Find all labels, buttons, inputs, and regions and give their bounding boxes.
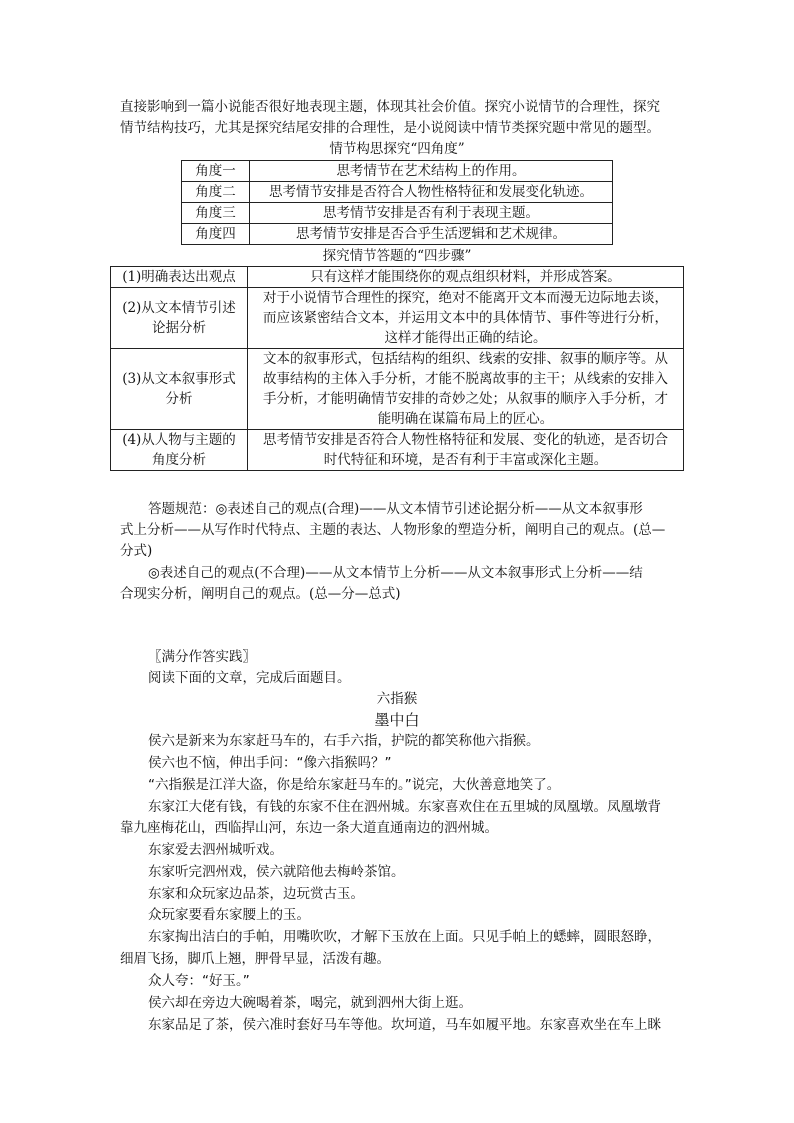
step-label-line: 分析 [165, 391, 193, 407]
table-row [111, 349, 684, 430]
table2-caption: 探究情节答题的“四步骤” [322, 248, 472, 264]
norms-line: ◎表述自己的观点(不合理)——从文本情节上分析——从文本叙事形式上分析——结 [148, 565, 643, 581]
norms-line: 答题规范：◎表述自己的观点(合理)——从文本情节引述论据分析——从文本叙事形 [148, 501, 643, 517]
story-line: 众人夸：“好玉。” [148, 973, 250, 989]
story-line: 侯六是新来为东家赶马车的，右手六指，护院的都笑称他六指猴。 [148, 733, 540, 749]
story-line: 侯六却在旁边大碗喝着茶，喝完，就到泗州大街上逛。 [148, 995, 472, 1011]
angle-label: 角度一 [182, 161, 250, 182]
story-line: 东家掏出洁白的手帕，用嘴吹吹，才解下玉放在上面。只见手帕上的蟋蟀，圆眼怒睁， [148, 929, 661, 945]
angle-table [181, 160, 613, 245]
story-line: 靠九座梅花山，西临捍山河，东边一条大道直通南边的泗州城。 [120, 820, 498, 836]
angle-label: 角度二 [182, 182, 250, 203]
table-row [182, 161, 613, 182]
story-line: 细眉飞扬，脚爪上翘，胛骨早显，活泼有趣。 [120, 951, 390, 967]
story-line: 东家江大佬有钱，有钱的东家不住在泗州城。东家喜欢住在五里城的凤凰墩。凤凰墩背 [148, 799, 661, 815]
story-title: 六指猴 [376, 691, 418, 707]
step-label-line: 角度分析 [152, 452, 206, 468]
story-line: 东家听完泗州戏，侯六就陪他去梅岭茶馆。 [148, 864, 405, 880]
step-text-line: 只有这样才能围绕你的观点组织材料，并形成答案。 [310, 269, 621, 285]
steps-table [110, 266, 684, 471]
angle-label: 角度三 [182, 203, 250, 224]
intro-line-2: 情节结构技巧，尤其是探究结尾安排的合理性，是小说阅读中情节类探究题中常见的题型。 [120, 120, 660, 136]
norms-line: 式上分析——从写作时代特点、主题的表达、人物形象的塑造分析，阐明自己的观点。(总— [120, 522, 666, 538]
norms-line: 分式) [120, 543, 153, 559]
step-text-line: 这样才能得出正确的结论。 [384, 330, 547, 346]
story-line: “六指猴是江洋大盗，你是给东家赶马车的。”说完，大伙善意地笑了。 [148, 777, 561, 793]
step-label [111, 288, 248, 349]
story-line: 众玩家要看东家腰上的玉。 [148, 907, 310, 923]
angle-text: 思考情节在艺术结构上的作用。 [250, 161, 613, 182]
step-label-line: 论据分析 [152, 320, 206, 336]
step-label-line: (3)从文本叙事形式 [122, 371, 236, 387]
step-text [248, 288, 684, 349]
story-line: 东家爱去泗州城听戏。 [148, 842, 283, 858]
table-row [111, 288, 684, 349]
step-text-line: 故事结构的主体入手分析，才能不脱离故事的主干；从线索的安排入 [263, 371, 668, 387]
table1-caption: 情节构思探究“四角度” [329, 141, 465, 157]
step-text-line: 思考情节安排是否符合人物性格特征和发展、变化的轨迹，是否切合 [263, 432, 668, 448]
step-text-line: 时代特征和环境，是否有利于丰富或深化主题。 [323, 452, 608, 468]
story-author: 墨中白 [374, 711, 420, 729]
table-row [182, 224, 613, 245]
step-label [111, 430, 248, 471]
step-label-line: (4)从人物与主题的 [122, 432, 236, 448]
step-text-line: 能明确在谋篇布局上的匠心。 [377, 411, 554, 427]
story-line: 侯六也不恼，伸出手问：“像六指猴吗？” [148, 755, 392, 771]
table-row [182, 203, 613, 224]
table-row [111, 267, 684, 288]
table-row [182, 182, 613, 203]
intro-line-1: 直接影响到一篇小说能否很好地表现主题，体现其社会价值。探究小说情节的合理性，探究 [120, 99, 660, 115]
story-line: 东家品足了茶，侯六准时套好马车等他。坎坷道，马车如履平地。东家喜欢坐在车上眯 [148, 1017, 661, 1033]
step-text-line: 文本的叙事形式，包括结构的组织、线索的安排、叙事的顺序等。从 [263, 351, 668, 367]
step-text [248, 430, 684, 471]
angle-text: 思考情节安排是否有利于表现主题。 [250, 203, 613, 224]
step-label-line: (1)明确表达出观点 [122, 269, 236, 285]
step-text-line: 手分析，才能明确情节安排的奇妙之处；从叙事的顺序入手分析，才 [263, 391, 668, 407]
step-label-line: (2)从文本情节引述 [122, 300, 236, 316]
step-text [248, 349, 684, 430]
step-text-line: 对于小说情节合理性的探究，绝对不能离开文本而漫无边际地去谈， [263, 290, 668, 306]
angle-text: 思考情节安排是否符合人物性格特征和发展变化轨迹。 [250, 182, 613, 203]
practice-heading: 〖满分作答实践〗 [148, 649, 256, 665]
angle-text: 思考情节安排是否合乎生活逻辑和艺术规律。 [250, 224, 613, 245]
practice-instruction: 阅读下面的文章，完成后面题目。 [148, 670, 351, 686]
step-text-line: 而应该紧密结合文本，并运用文本中的具体情节、事件等进行分析， [263, 310, 668, 326]
story-line: 东家和众玩家边品茶，边玩赏古玉。 [148, 886, 364, 902]
table-row [111, 430, 684, 471]
step-label [111, 267, 248, 288]
step-label [111, 349, 248, 430]
angle-label: 角度四 [182, 224, 250, 245]
norms-line: 合现实分析，阐明自己的观点。(总—分—总式) [120, 586, 401, 602]
step-text [248, 267, 684, 288]
